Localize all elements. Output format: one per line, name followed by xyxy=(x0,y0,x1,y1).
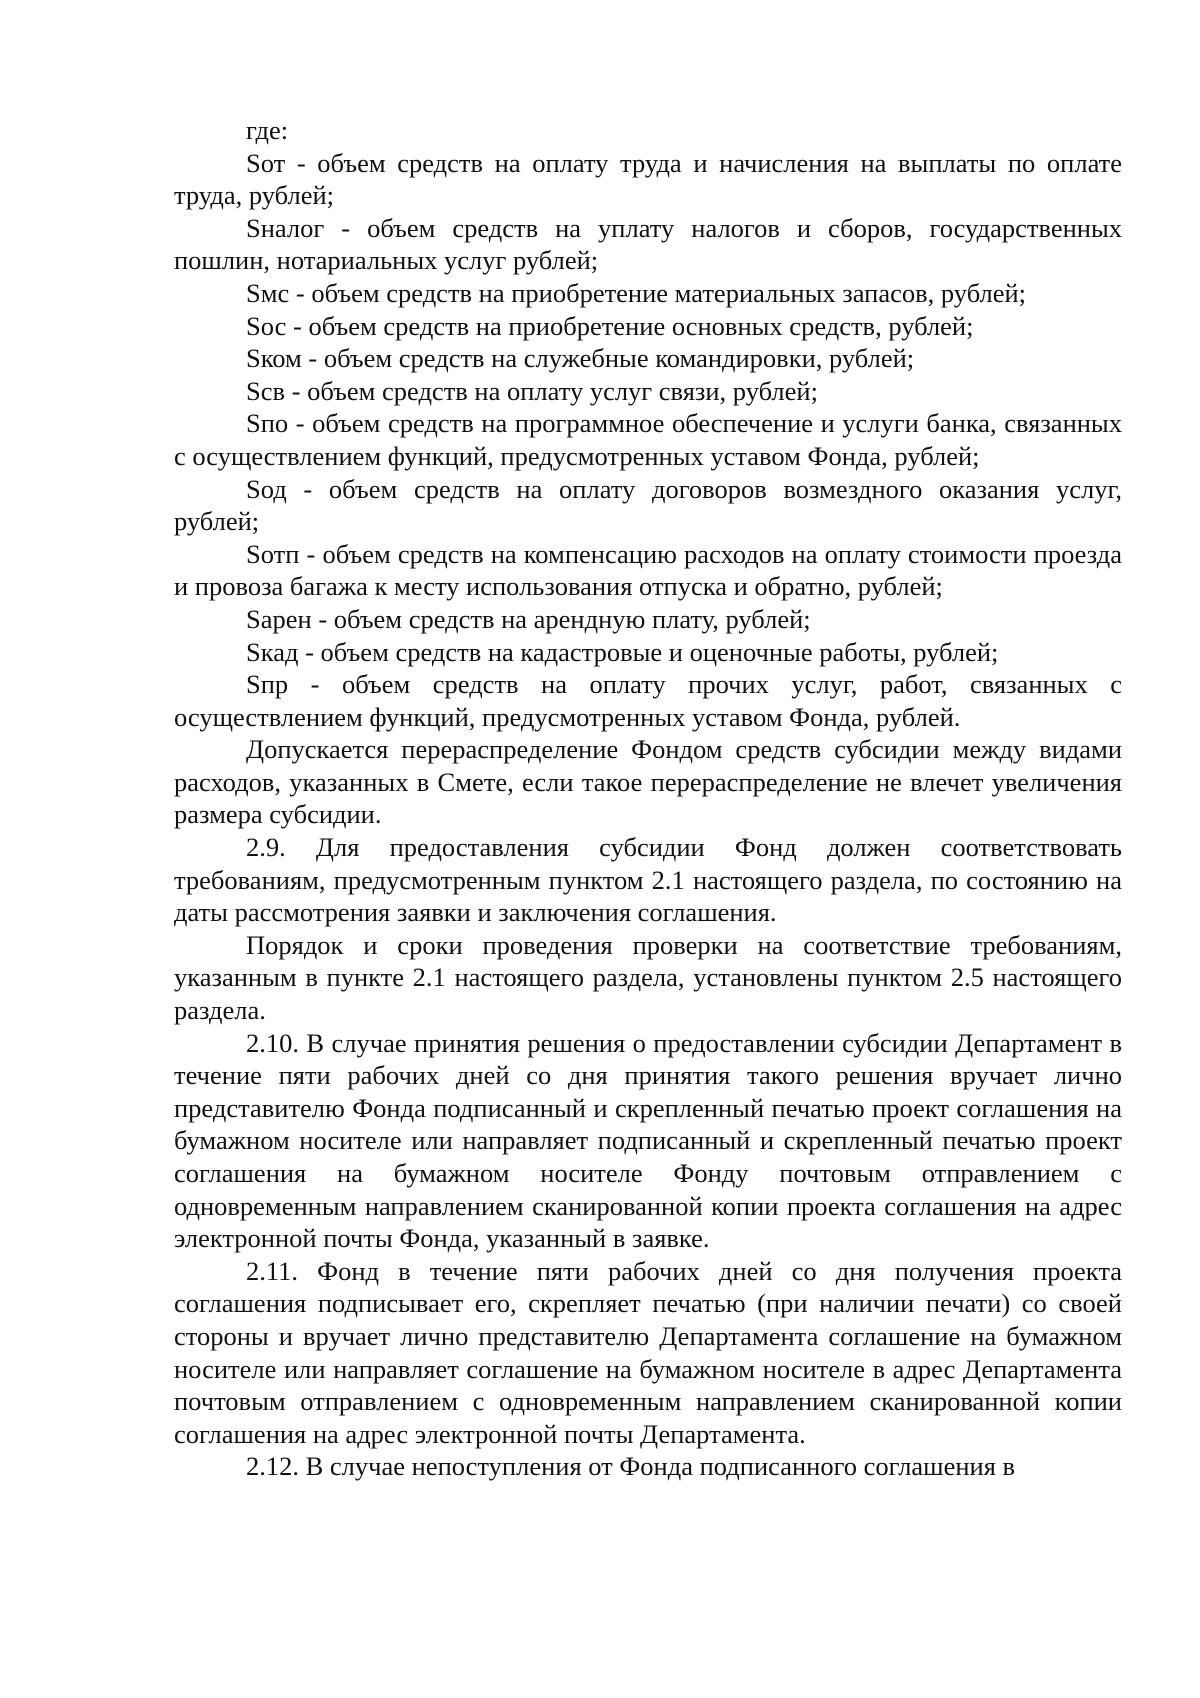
paragraph-s-ms: Sмс - объем средств на приобретение материальных запасов, рублей; xyxy=(246,277,1027,308)
paragraph-s-otp: Sотп - объем средств на компенсацию расходов на оплату стоимости проезда и провоза багажа к месту использования отпуска и обратно, рублей; xyxy=(174,538,1122,602)
paragraph-s-os: Sос - объем средств на приобретение основных средств, рублей; xyxy=(246,310,974,341)
paragraph-s-aren: Sарен - объем средств на арендную плату, рублей; xyxy=(246,603,811,634)
paragraph-2-12: 2.12. В случае непоступления от Фонда подписанного соглашения в xyxy=(246,1451,1016,1482)
paragraph-s-kom: Sком - объем средств на служебные командировки, рублей; xyxy=(246,343,915,374)
paragraph-s-od: Sод - объем средств на оплату договоров возмездного оказания услуг, рублей; xyxy=(174,473,1122,537)
paragraph-verification-procedure: Порядок и сроки проведения проверки на соответствие требованиям, указанным в пункте 2.1 настоящего раздела, установлены пунктом 2.5 настоящего раздела. xyxy=(174,929,1122,1026)
paragraph-2-9: 2.9. Для предоставления субсидии Фонд должен соответствовать требованиям, предусмотренным пунктом 2.1 настоящего раздела, по состоянию на даты рассмотрения заявки и заключения соглашения. xyxy=(174,832,1122,928)
paragraph-where: где: xyxy=(246,115,289,145)
paragraph-2-11: 2.11. Фонд в течение пяти рабочих дней со дня получения проекта соглашения подписывает его, скрепляет печатью (при наличии печати) со своей стороны и вручает лично представителю Департамента соглашение на бумажном носителе или направляет соглашение на бумажном носителе в адрес Департамента почтовым отправлением с одновременным направлением сканированной копии соглашения на адрес электронной почты Департамента. xyxy=(174,1255,1122,1449)
paragraph-redistribution: Допускается перераспределение Фондом средств субсидии между видами расходов, указанных в Смете, если такое перераспределение не влечет увеличения размера субсидии. xyxy=(174,734,1122,830)
paragraph-s-po: Sпо - объем средств на программное обеспечение и услуги банка, связанных с осуществлением функций, предусмотренных уставом Фонда, рублей; xyxy=(174,408,1122,471)
document-page xyxy=(174,114,1122,1483)
paragraph-s-nalog: Sналог - объем средств на уплату налогов и сборов, государственных пошлин, нотариальных услуг рублей; xyxy=(174,212,1122,276)
paragraph-s-sv: Sсв - объем средств на оплату услуг связи, рублей; xyxy=(246,375,818,406)
paragraph-2-10: 2.10. В случае принятия решения о предоставлении субсидии Департамент в течение пяти рабочих дней со дня принятия такого решения вручает лично представителю Фонда подписанный и скрепленный печатью проект соглашения на бумажном носителе или направляет подписанный и скрепленный печатью проект соглашения на бумажном носителе Фонду почтовым отправлением с одновременным направлением сканированной копии проекта соглашения на адрес электронной почты Фонда, указанный в заявке. xyxy=(174,1027,1122,1254)
paragraph-s-pr: Sпр - объем средств на оплату прочих услуг, работ, связанных с осуществлением функций, предусмотренных уставом Фонда, рублей. xyxy=(174,669,1122,732)
paragraph-s-kad: Sкад - объем средств на кадастровые и оценочные работы, рублей; xyxy=(246,636,999,667)
paragraph-s-ot: Sот - объем средств на оплату труда и начисления на выплаты по оплате труда, рублей; xyxy=(174,147,1122,211)
